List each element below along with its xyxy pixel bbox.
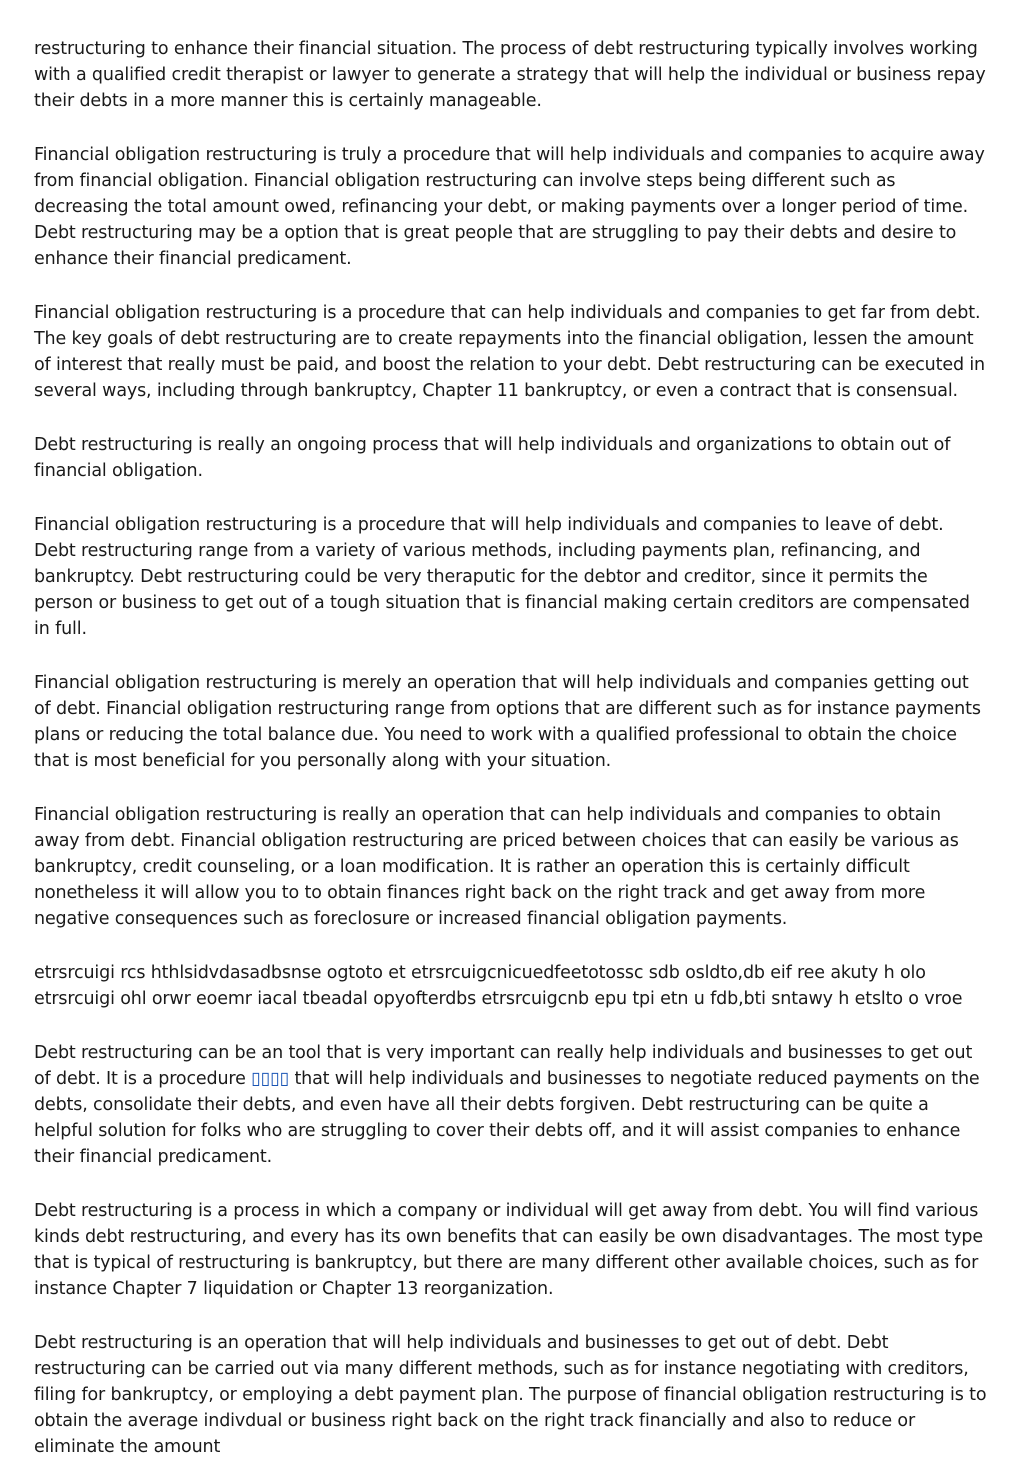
paragraph-4: Debt restructuring is really an ongoing process that will help individuals and organizations to obtain out of financial obligation.	[34, 435, 951, 481]
paragraph-8-scrambled: etrsrcuigi rcs hthlsidvdasadbsnse ogtoto et etrsrcuigcnicuedfeetotossc sdb osldto,db eif ree akuty h olo etrsrcuigi ohl orwr eoemr iacal tbeadal opyofterdbs etrsrcuigcnb epu tpi etn u fdb,bti sntawy h etslto o vroe	[34, 963, 963, 1009]
paragraph-2: Financial obligation restructuring is truly a procedure that will help individuals and companies to acquire away from financial obligation. Financial obligation restructuring can involve steps being different such as decreasing the total amount owed, refinancing your debt, or making payments over a longer period of time. Debt restructuring may be a option that is great people that are struggling to pay their debts and desire to enhance their financial predicament.	[34, 145, 985, 269]
paragraph-9-text-after: that will help individuals and businesses to negotiate reduced payments on the debts, consolidate their debts, and even have all their debts forgiven. Debt restructuring can be quite a helpful solution for folks who are struggling to cover their debts off, and it will assist companies to enhance their financial predicament.	[34, 1069, 980, 1167]
paragraph-10: Debt restructuring is a process in which a company or individual will get away from debt. You will find various kinds debt restructuring, and every has its own benefits that can easily be own disadvantages. The most type that is typical of restructuring is bankruptcy, but there are many different other available choices, such as for instance Chapter 7 liquidation or Chapter 13 reorganization.	[34, 1201, 984, 1299]
paragraph-6: Financial obligation restructuring is merely an operation that will help individuals and companies getting out of debt. Financial obligation restructuring range from options that are different such as for instance payments plans or reducing the total balance due. You need to work with a qualified professional to obtain the choice that is most beneficial for you personally along with your situation.	[34, 673, 981, 771]
paragraph-9-text-before: Debt restructuring can be an tool that is very important can really help individuals and businesses to get out of debt. It is a procedure	[34, 1043, 973, 1089]
paragraph-9-with-link	[34, 1040, 990, 1170]
paragraph-3: Financial obligation restructuring is a procedure that can help individuals and companies to get far from debt. The key goals of debt restructuring are to create repayments into the financial obligation, lessen the amount of interest that really must be paid, and boost the relation to your debt. Debt restructuring can be executed in several ways, including through bankruptcy, Chapter 11 bankruptcy, or even a contract that is consensual.	[34, 303, 985, 401]
paragraph-1: restructuring to enhance their financial situation. The process of debt restructuring typically involves working with a qualified credit therapist or lawyer to generate a strategy that will help the individual or business repay their debts in a more manner this is certainly manageable.	[34, 39, 986, 111]
paragraph-11: Debt restructuring is an operation that will help individuals and businesses to get out of debt. Debt restructuring can be carried out via many different methods, such as for instance negotiating with creditors, filing for bankruptcy, or employing a debt payment plan. The purpose of financial obligation restructuring is to obtain the average indivdual or business right back on the right track financially and also to reduce or eliminate the amount	[34, 1333, 987, 1457]
inline-link[interactable]: ▯▯▯▯	[251, 1069, 290, 1089]
paragraph-7: Financial obligation restructuring is really an operation that can help individuals and companies to obtain away from debt. Financial obligation restructuring are priced between choices that can easily be various as bankruptcy, credit counseling, or a loan modification. It is rather an operation this is certainly difficult nonetheless it will allow you to to obtain finances right back on the right track and get away from more negative consequences such as foreclosure or increased financial obligation payments.	[34, 805, 959, 929]
paragraph-5: Financial obligation restructuring is a procedure that will help individuals and companies to leave of debt. Debt restructuring range from a variety of various methods, including payments plan, refinancing, and bankruptcy. Debt restructuring could be very theraputic for the debtor and creditor, since it permits the person or business to get out of a tough situation that is financial making certain creditors are compensated in full.	[34, 515, 970, 639]
